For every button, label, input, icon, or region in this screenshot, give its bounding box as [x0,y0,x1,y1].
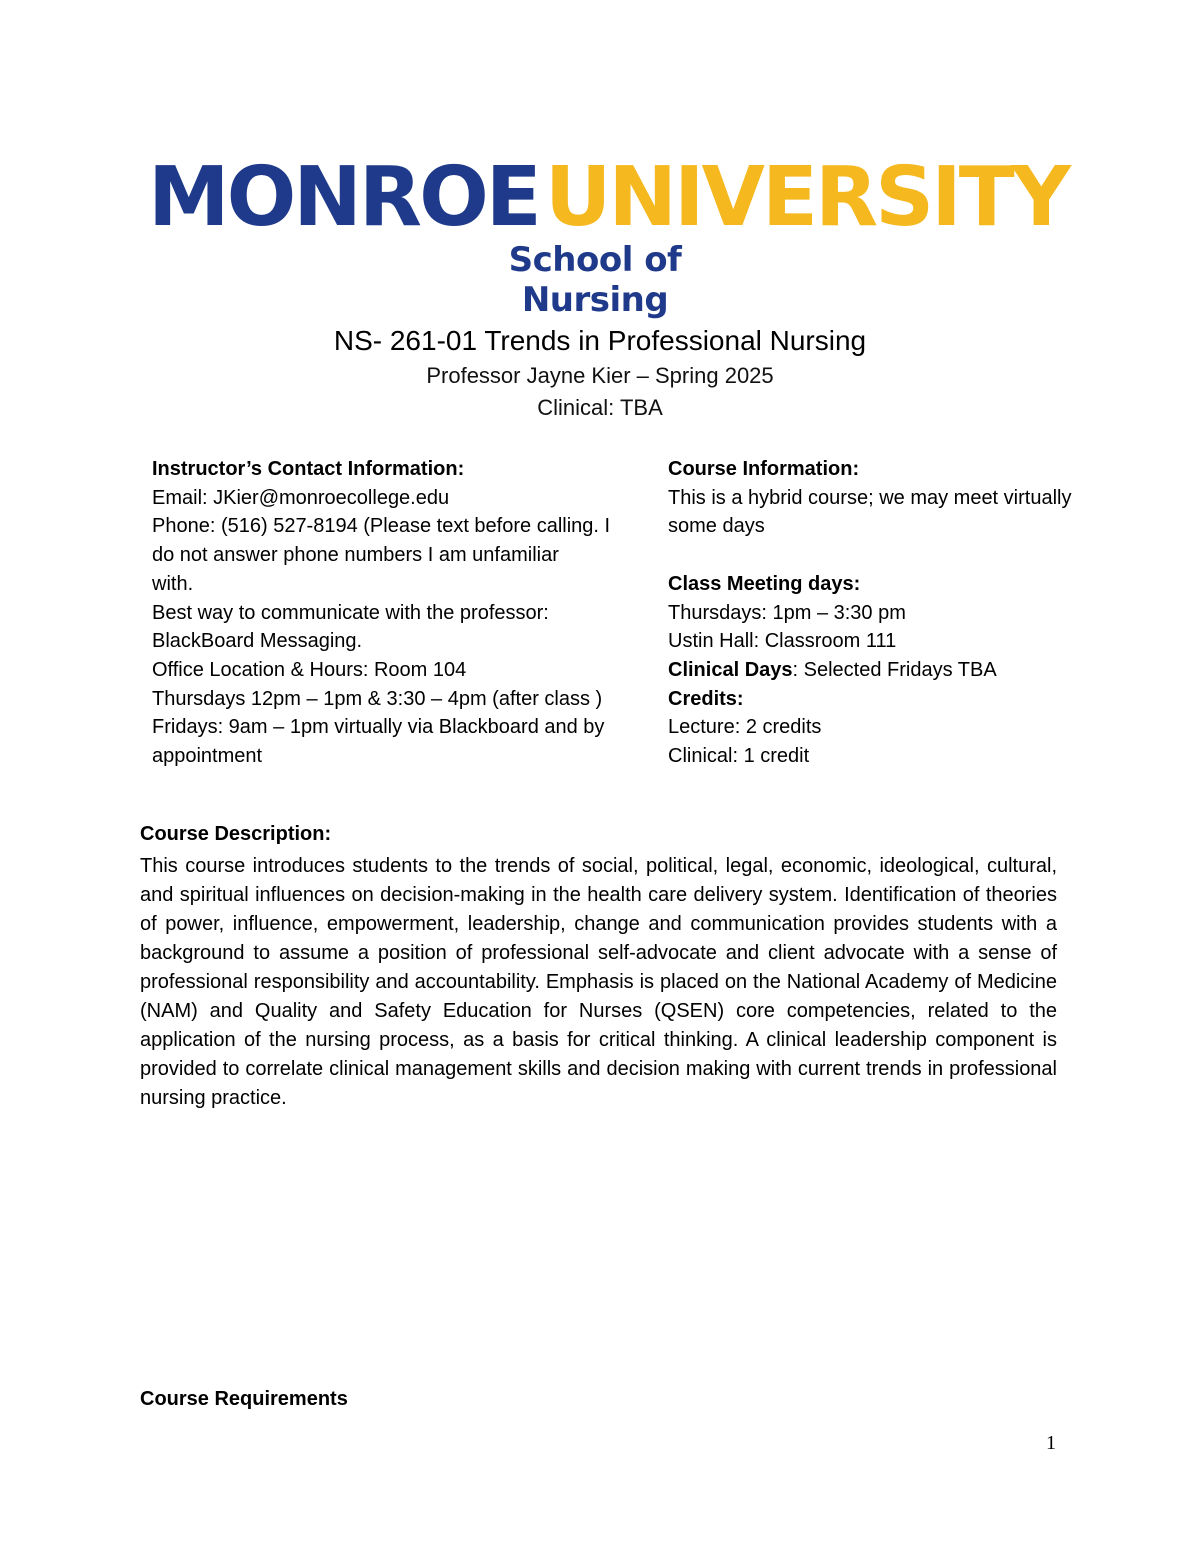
contact-line: Thursdays 12pm – 1pm & 3:30 – 4pm (after class ) [152,687,603,710]
clinical-days-line [668,656,1138,685]
instructor-heading: Instructor’s Contact Information: [152,458,465,480]
meeting-line: Thursdays: 1pm – 3:30 pm [668,601,906,624]
contact-line: Email: JKier@monroecollege.edu [152,486,450,509]
course-description-text: This course introduces students to the trends of social, political, legal, economic, ideological, cultural, and spiritual influences on decision-making in the health care delivery system. Identification of theories of power, influence, empowerment, leadership, change and communication provides students with a background to assume a position of professional self-advocate and client advocate with a sense of professional responsibility and accountability. Emphasis is placed on the National Academy of Medicine (NAM) and Quality and Safety Education for Nurses (QSEN) core competencies, related to the application of the nursing process, as a basis for critical thinking. A clinical leadership component is provided to correlate clinical management skills and decision making with current trends in professional nursing practice. [140,855,1057,1109]
university-logo [140,150,1069,320]
contact-line: Best way to communicate with the professor: [152,601,549,624]
contact-line: appointment [152,745,263,768]
course-info-heading: Course Information: [668,458,860,480]
instructor-contact-section [152,455,642,771]
clinical-line: Clinical: TBA [537,395,663,420]
logo-word-university: UNIVERSITY [544,150,1069,245]
meeting-days-heading: Class Meeting days: [668,572,861,595]
credits-heading: Credits: [668,687,744,710]
credits-line: Clinical: 1 credit [668,745,810,768]
contact-line: with. [152,572,194,595]
course-title: NS- 261-01 Trends in Professional Nursing [333,325,867,356]
professor-line: Professor Jayne Kier – Spring 2025 [426,363,774,388]
clinical-days-value: : Selected Fridays TBA [792,658,997,681]
contact-line: Fridays: 9am – 1pm virtually via Blackboard and by [152,716,605,739]
clinical-days-label: Clinical Days [668,658,793,681]
logo-wordmark [148,150,1068,246]
meeting-line: Ustin Hall: Classroom 111 [668,630,897,653]
title-block [0,322,1200,424]
page-number: 1 [1046,1432,1056,1454]
logo-subtitle: School of Nursing [508,240,682,320]
course-info-section [668,455,1138,771]
course-info-line: some days [668,515,765,538]
contact-line: Phone: (516) 527-8194 (Please text before calling. I [152,515,611,538]
contact-line: BlackBoard Messaging. [152,630,363,653]
course-description-heading: Course Description: [140,823,332,845]
course-requirements-heading: Course Requirements [140,1388,348,1410]
course-info-line: This is a hybrid course; we may meet virtually [668,486,1072,509]
spacer [668,541,1138,570]
contact-line: do not answer phone numbers I am unfamiliar [152,544,559,567]
credits-line: Lecture: 2 credits [668,716,822,739]
logo-word-monroe: MONROE [148,150,539,245]
contact-line: Office Location & Hours: Room 104 [152,658,467,681]
